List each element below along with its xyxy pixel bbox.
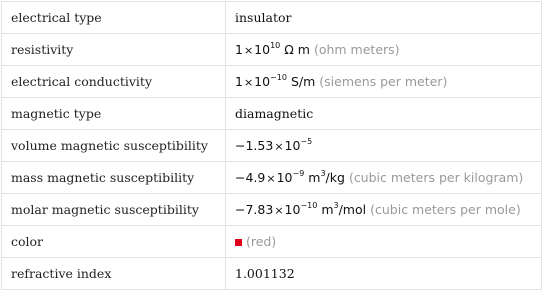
- table-row: [2, 2, 542, 34]
- table-row: [2, 194, 542, 226]
- table-row: [2, 162, 542, 194]
- table-row: [2, 98, 542, 130]
- row-value: insulator: [226, 2, 542, 34]
- table-row: [2, 130, 542, 162]
- row-value: [226, 34, 542, 66]
- unit-base: m: [321, 202, 334, 217]
- color-name: (red): [246, 234, 277, 249]
- unit-note: (siemens per meter): [319, 74, 448, 89]
- table-row: [2, 66, 542, 98]
- unit-exponent: 3: [320, 169, 326, 178]
- times-sign: ×: [266, 172, 276, 185]
- mantissa: −4.9: [235, 170, 266, 185]
- base: 10: [284, 202, 301, 217]
- times-sign: ×: [274, 140, 284, 153]
- base: 10: [276, 170, 293, 185]
- unit-exponent: 3: [333, 201, 339, 210]
- base: 10: [254, 42, 271, 57]
- unit: S/m: [290, 74, 316, 89]
- row-value: 1.001132: [226, 258, 542, 290]
- row-label: color: [2, 226, 226, 258]
- unit-note: (cubic meters per mole): [370, 202, 521, 217]
- unit-note: (cubic meters per kilogram): [348, 170, 524, 185]
- table-row: [2, 34, 542, 66]
- mantissa: 1: [235, 42, 243, 57]
- row-label: resistivity: [2, 34, 226, 66]
- mantissa: −1.53: [235, 138, 274, 153]
- base: 10: [254, 74, 271, 89]
- exponent: −10: [270, 73, 287, 82]
- table-row: [2, 226, 542, 258]
- properties-table: [1, 1, 542, 290]
- row-value: [226, 226, 542, 258]
- row-label: mass magnetic susceptibility: [2, 162, 226, 194]
- unit-note: (ohm meters): [313, 42, 400, 57]
- unit-base: m: [308, 170, 321, 185]
- times-sign: ×: [243, 44, 254, 57]
- row-value: [226, 130, 542, 162]
- times-sign: ×: [243, 76, 254, 89]
- exponent: −9: [292, 169, 305, 178]
- row-label: molar magnetic susceptibility: [2, 194, 226, 226]
- row-label: volume magnetic susceptibility: [2, 130, 226, 162]
- row-value: [226, 66, 542, 98]
- row-label: refractive index: [2, 258, 226, 290]
- row-value: [226, 162, 542, 194]
- row-value: diamagnetic: [226, 98, 542, 130]
- exponent: 10: [270, 41, 281, 50]
- unit-suffix: /kg: [325, 170, 345, 185]
- row-label: magnetic type: [2, 98, 226, 130]
- table-row: [2, 258, 542, 290]
- exponent: −10: [300, 201, 318, 210]
- mantissa: 1: [235, 74, 243, 89]
- unit: Ω m: [284, 42, 310, 57]
- row-label: electrical type: [2, 2, 226, 34]
- color-swatch: [235, 239, 242, 246]
- mantissa: −7.83: [235, 202, 274, 217]
- row-value: [226, 194, 542, 226]
- unit-suffix: /mol: [338, 202, 367, 217]
- exponent: −5: [300, 137, 313, 146]
- times-sign: ×: [274, 204, 284, 217]
- row-label: electrical conductivity: [2, 66, 226, 98]
- base: 10: [284, 138, 301, 153]
